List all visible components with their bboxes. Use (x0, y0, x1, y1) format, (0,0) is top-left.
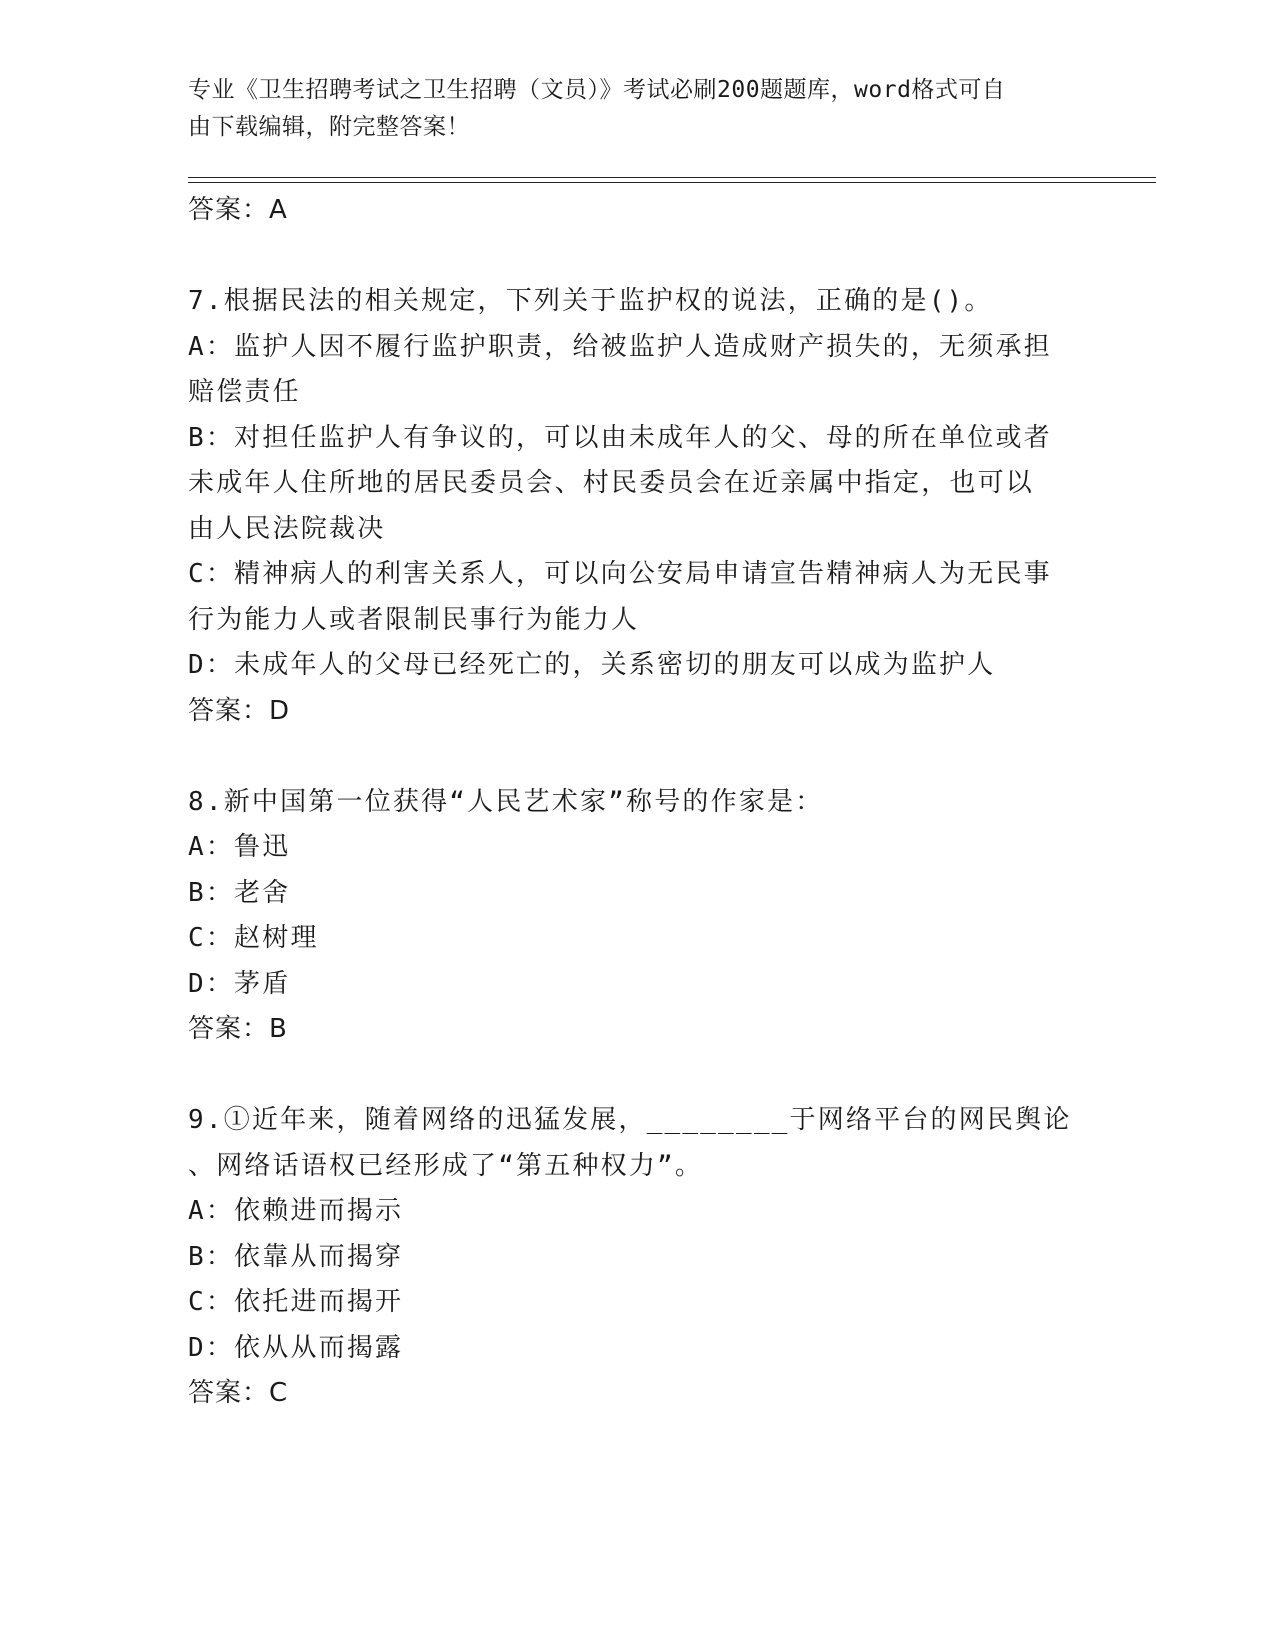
answer-label: 答案：B (188, 1014, 288, 1044)
option-a: A：鲁迅 (188, 832, 291, 862)
header-line-2: 由下载编辑，附完整答案！ (188, 114, 470, 140)
option-line: 赔偿责任 (188, 377, 301, 407)
option-line: 未成年人住所地的居民委员会、村民委员会在近亲属中指定，也可以 (188, 468, 1035, 498)
option-line: B：对担任监护人有争议的，可以由未成年人的父、母的所在单位或者 (188, 422, 1052, 453)
header-rule-top (188, 177, 1156, 178)
option-b (188, 416, 1088, 553)
option-d: D：茅盾 (188, 968, 291, 999)
option-d (188, 643, 1088, 689)
option-d: D：依从从而揭露 (188, 1332, 404, 1363)
question-block (188, 1098, 1088, 1417)
answer-label: 答案：C (188, 1378, 289, 1408)
question-stem-continued: 、网络话语权已经形成了“第五种权力”。 (188, 1150, 704, 1181)
question-block (188, 279, 1088, 734)
question-stem: 8.新中国第一位获得“人民艺术家”称号的作家是： (188, 786, 824, 817)
option-a: A：依赖进而揭示 (188, 1196, 404, 1226)
answer-label: 答案：D (188, 695, 291, 726)
option-line: 行为能力人或者限制民事行为能力人 (188, 604, 640, 635)
previous-answer: 答案：A (188, 195, 288, 225)
option-line: 由人民法院裁决 (188, 513, 386, 544)
option-a (188, 325, 1088, 416)
question-stem: 7.根据民法的相关规定，下列关于监护权的说法，正确的是()。 (188, 286, 993, 316)
header-line-1: 专业《卫生招聘考试之卫生招聘（文员）》考试必刷200题题库，word格式可自 (188, 77, 1006, 103)
header-rule-bottom (188, 182, 1156, 183)
option-b: B：老舍 (188, 877, 291, 908)
option-c (188, 552, 1088, 643)
document-body (188, 188, 1088, 1417)
option-line: D：未成年人的父母已经死亡的，关系密切的朋友可以成为监护人 (188, 650, 996, 680)
option-c: C：依托进而揭开 (188, 1287, 404, 1317)
question-block (188, 780, 1088, 1053)
option-c: C：赵树理 (188, 923, 319, 953)
option-b: B：依靠从而揭穿 (188, 1241, 404, 1272)
option-line: C：精神病人的利害关系人，可以向公安局申请宣告精神病人为无民事 (188, 559, 1052, 589)
document-header (188, 72, 1088, 146)
option-line: A：监护人因不履行监护职责，给被监护人造成财产损失的，无须承担 (188, 331, 1052, 362)
question-stem: 9.①近年来，随着网络的迅猛发展，________于网络平台的网民舆论 (188, 1105, 1072, 1135)
